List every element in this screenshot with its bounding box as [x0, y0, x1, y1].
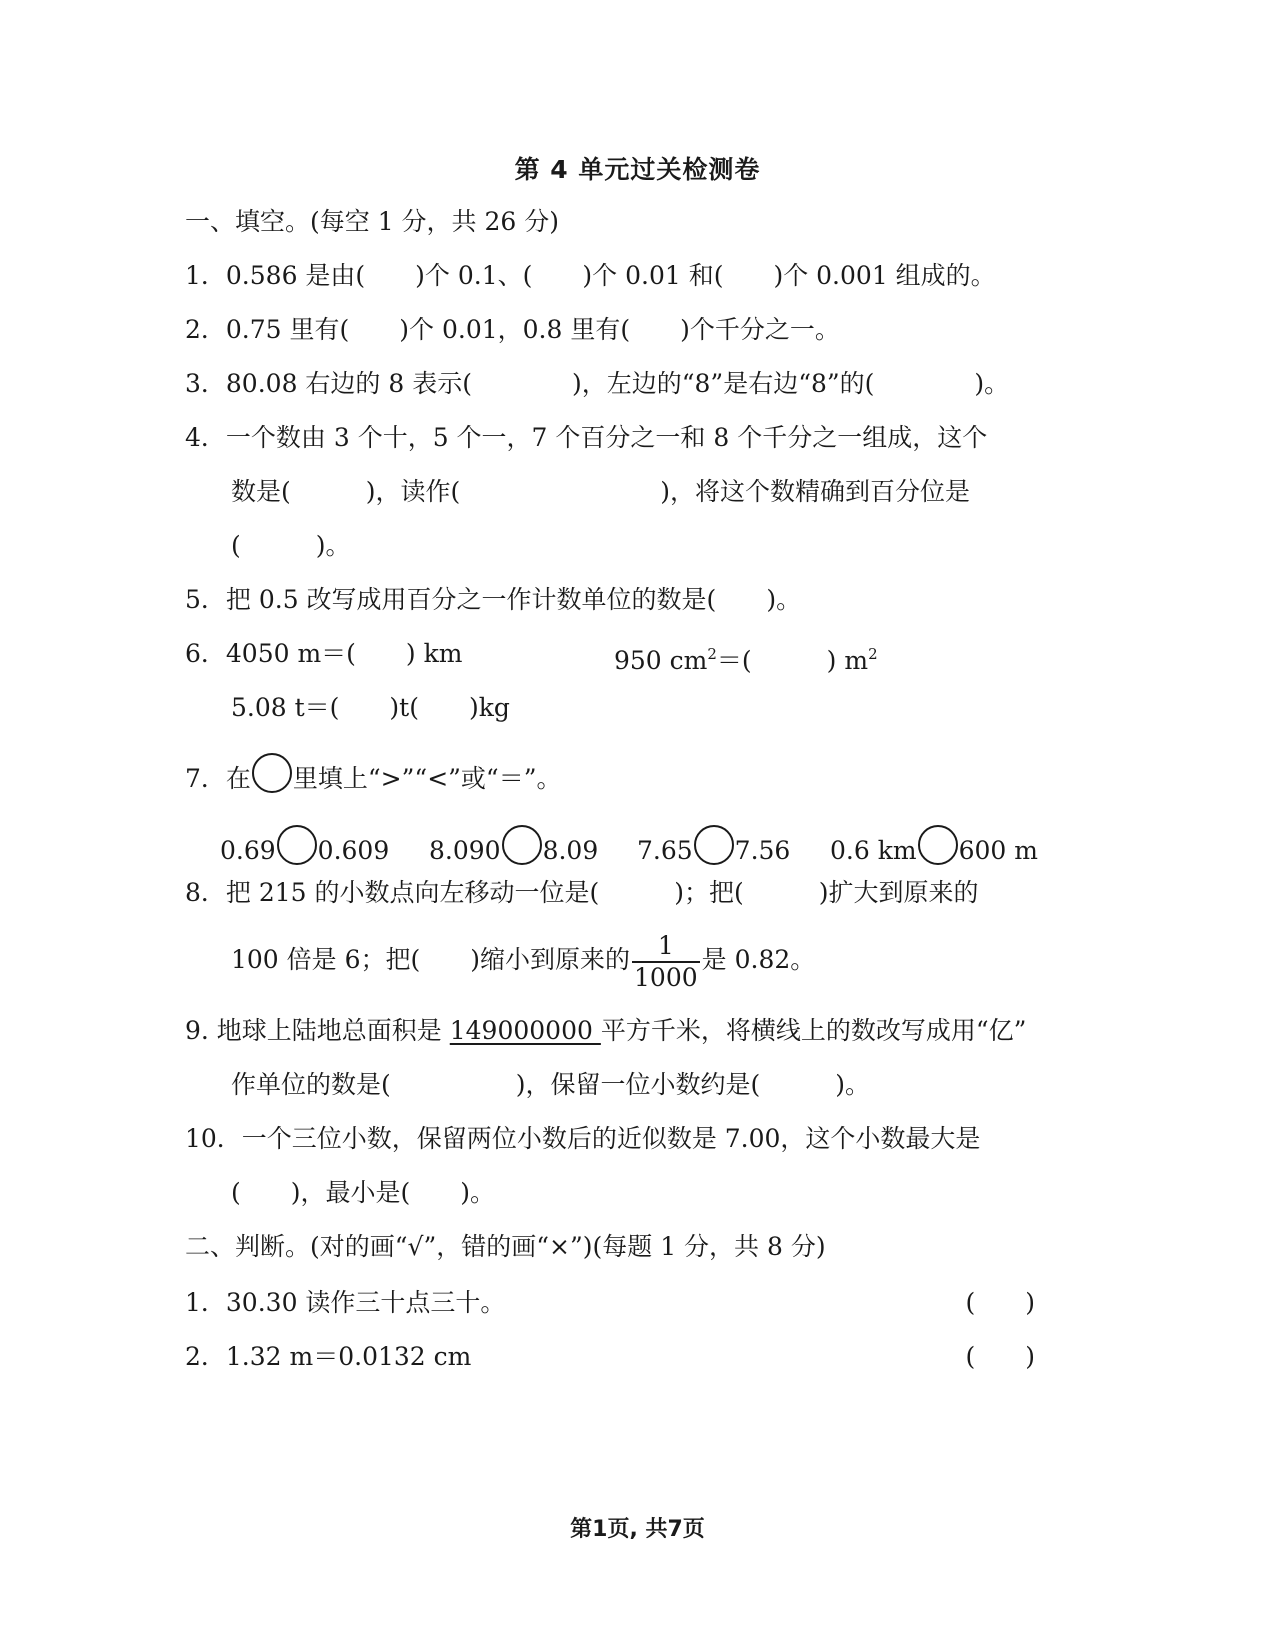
question-8-line-1: 8．把 215 的小数点向左移动一位是( )；把( )扩大到原来的	[185, 878, 979, 907]
question-8-line-2	[231, 930, 815, 993]
judge-item-2-text: 2．1.32 m＝0.0132 cm	[185, 1342, 472, 1371]
question-4-line-1: 4．一个数由 3 个十，5 个一，7 个百分之一和 8 个千分之一组成，这个	[185, 423, 988, 452]
page-title: 第 4 单元过关检测卷	[514, 155, 761, 184]
question-1: 1．0.586 是由( )个 0.1、( )个 0.01 和( )个 0.001 组成的。	[185, 261, 996, 290]
question-4-line-2: 数是( )，读作( )，将这个数精确到百分位是	[231, 477, 971, 506]
judge-item-1-bracket[interactable]: ( )	[965, 1288, 1035, 1317]
compare-right: 8.09	[542, 836, 599, 865]
question-7-label-b: 里填上“>”“<”或“＝”。	[292, 764, 562, 793]
question-9-line-1	[185, 1014, 1026, 1048]
fraction	[632, 931, 700, 993]
compare-left: 7.65	[637, 836, 693, 865]
compare-circle-icon[interactable]	[918, 825, 958, 865]
area-superscript-2: 2	[868, 645, 878, 663]
underlined-number: 149000000	[449, 1016, 601, 1045]
compare-circle-icon[interactable]	[277, 825, 317, 865]
question-6-line-1	[185, 637, 463, 671]
question-5: 5．把 0.5 改写成用百分之一作计数单位的数是( )。	[185, 585, 802, 614]
compare-item-3	[637, 825, 790, 868]
area-superscript-1: 2	[707, 645, 717, 663]
judge-item-1-text: 1．30.30 读作三十点三十。	[185, 1288, 506, 1317]
question-4-line-3: ( )。	[231, 531, 351, 560]
page-footer: 第1页, 共7页	[570, 1517, 705, 1542]
compare-right: 600 m	[958, 836, 1038, 865]
question-9-text-pre: 9. 地球上陆地总面积是	[185, 1016, 450, 1045]
question-3: 3．80.08 右边的 8 表示( )，左边的“8”是右边“8”的( )。	[185, 369, 1010, 398]
question-10-line-2: ( )，最小是( )。	[231, 1178, 496, 1207]
compare-circle-icon[interactable]	[502, 825, 542, 865]
question-6-line-2: 5.08 t＝( )t( )kg	[231, 693, 510, 722]
area-value: 950 cm	[614, 646, 708, 675]
fraction-denominator: 1000	[634, 962, 698, 992]
compare-left: 0.69	[220, 836, 276, 865]
question-9-line-2: 作单位的数是( )，保留一位小数约是( )。	[231, 1070, 871, 1099]
compare-right: 0.609	[317, 836, 390, 865]
compare-circle-icon[interactable]	[694, 825, 734, 865]
compare-item-1	[220, 825, 389, 868]
question-10-line-1: 10．一个三位小数，保留两位小数后的近似数是 7.00，这个小数最大是	[185, 1124, 981, 1153]
fraction-numerator: 1	[632, 931, 700, 963]
question-8-text-post: 是 0.82。	[701, 945, 816, 974]
compare-item-2	[429, 825, 598, 868]
question-7-label-a: 7．在	[185, 764, 251, 793]
compare-left: 0.6 km	[830, 836, 917, 865]
question-2: 2．0.75 里有( )个 0.01，0.8 里有( )个千分之一。	[185, 315, 840, 344]
blank-circle-icon	[252, 753, 292, 793]
question-6-length-conversion: 6．4050 m＝( ) km	[185, 639, 463, 668]
area-answer: ＝( ) m	[716, 646, 869, 675]
question-9-text-post: 平方千米，将横线上的数改写成用“亿”	[600, 1016, 1027, 1045]
compare-left: 8.090	[429, 836, 501, 865]
question-8-text-pre: 100 倍是 6；把( )缩小到原来的	[231, 945, 631, 974]
section2-heading: 二、判断。(对的画“√”，错的画“×”)(每题 1 分，共 8 分)	[185, 1232, 826, 1261]
judge-item-2-bracket[interactable]: ( )	[965, 1342, 1035, 1371]
section1-heading: 一、填空。(每空 1 分，共 26 分)	[185, 207, 560, 236]
question-7-instruction	[185, 753, 562, 796]
compare-right: 7.56	[734, 836, 791, 865]
question-6-area-conversion	[614, 637, 878, 678]
compare-item-4	[830, 825, 1038, 868]
